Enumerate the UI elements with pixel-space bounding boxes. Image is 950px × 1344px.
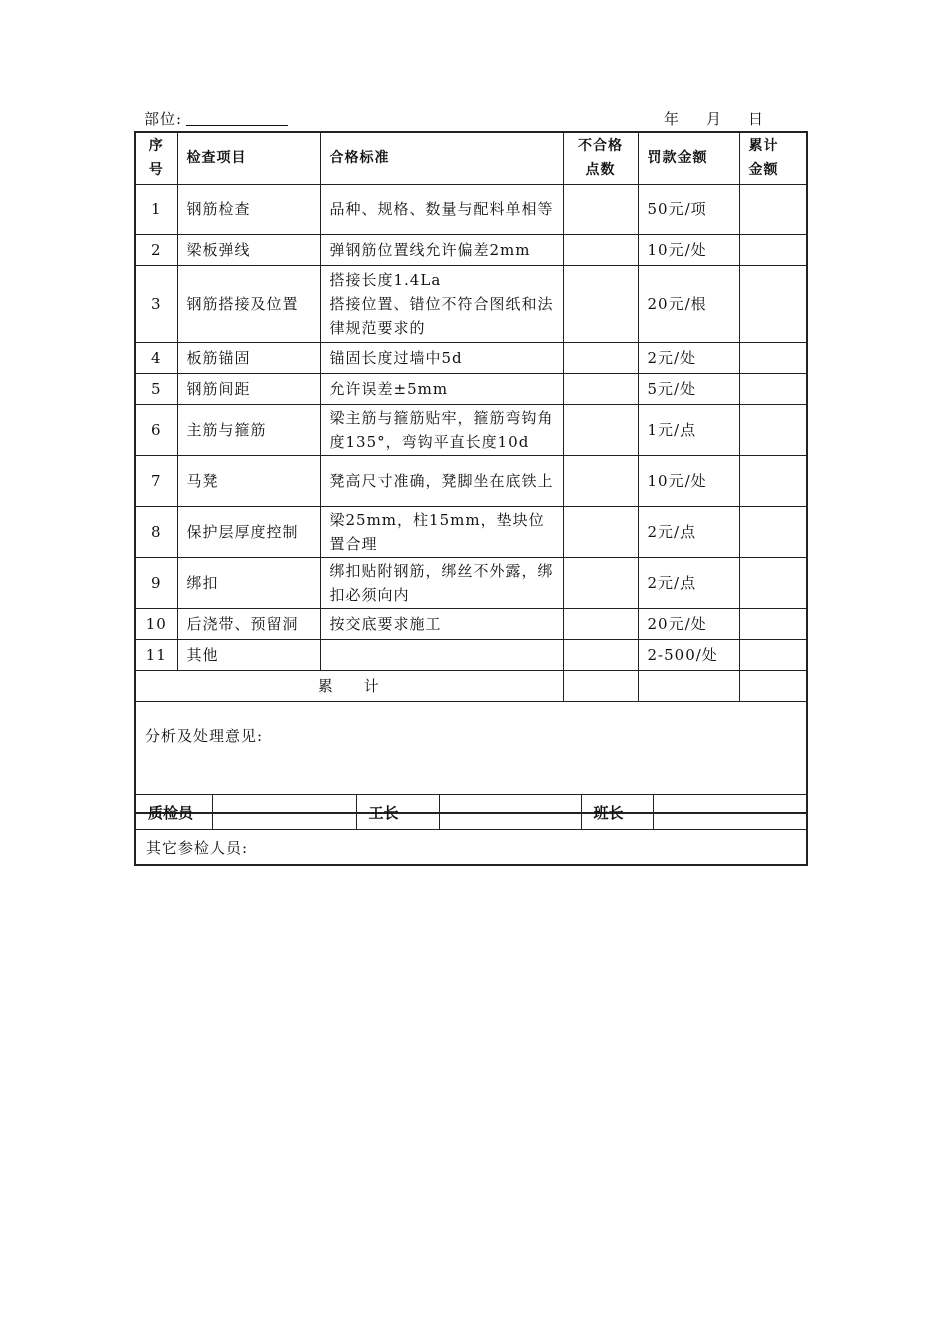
row-fail-count-cell[interactable] [563,342,638,373]
team-leader-label: 班长 [581,795,653,830]
row-item: 后浇带、预留洞 [177,608,320,639]
summary-label-a: 累 [317,676,335,695]
row-fine: 20元/根 [638,265,739,342]
table-row [135,265,807,342]
row-item: 主筋与箍筋 [177,404,320,455]
row-standard: 锚固长度过墙中5d [320,342,563,373]
row-fine: 50元/项 [638,184,739,234]
row-standard: 弹钢筋位置线允许偏差2mm [320,234,563,265]
others-cell[interactable] [135,830,807,866]
others-label: 其它参检人员: [146,838,249,857]
inspector-field[interactable] [212,795,356,830]
row-seq: 9 [135,557,177,608]
table-row [135,455,807,506]
row-fail-count-cell[interactable] [563,639,638,670]
row-standard: 按交底要求施工 [320,608,563,639]
row-seq: 5 [135,373,177,404]
location-field [144,108,288,129]
summary-label-b: 计 [363,676,381,695]
row-seq: 8 [135,506,177,557]
row-fine: 2元/点 [638,557,739,608]
opinion-label: 分析及处理意见: [145,726,264,745]
team-leader-field[interactable] [653,795,807,830]
row-item: 马凳 [177,455,320,506]
col-header-fine: 罚款金额 [638,132,739,184]
table-row [135,342,807,373]
row-item: 梁板弹线 [177,234,320,265]
table-row [135,373,807,404]
row-standard: 梁主筋与箍筋贴牢，箍筋弯钩角度135°，弯钩平直长度10d [320,404,563,455]
signature-row [135,795,807,830]
location-blank[interactable] [186,111,288,126]
row-total-cell[interactable] [739,639,807,670]
row-seq: 2 [135,234,177,265]
row-fail-count-cell[interactable] [563,506,638,557]
row-seq: 10 [135,608,177,639]
row-standard: 品种、规格、数量与配料单相等 [320,184,563,234]
row-seq: 4 [135,342,177,373]
summary-label [135,670,563,701]
row-item: 板筋锚固 [177,342,320,373]
row-total-cell[interactable] [739,184,807,234]
table-row [135,639,807,670]
foreman-field[interactable] [439,795,581,830]
row-seq: 7 [135,455,177,506]
row-total-cell[interactable] [739,557,807,608]
foreman-label: 工长 [356,795,439,830]
inspector-label: 质检员 [135,795,212,830]
row-item: 其他 [177,639,320,670]
row-fail-count-cell[interactable] [563,265,638,342]
row-fail-count-cell[interactable] [563,184,638,234]
row-total-cell[interactable] [739,455,807,506]
col-header-seq [135,132,177,184]
col-header-standard: 合格标准 [320,132,563,184]
table-header-row [135,132,807,184]
row-standard: 凳高尺寸准确，凳脚坐在底铁上 [320,455,563,506]
table-row [135,234,807,265]
summary-fail-count-cell[interactable] [563,670,638,701]
col-header-total [739,132,807,184]
row-fail-count-cell[interactable] [563,234,638,265]
row-item: 钢筋检查 [177,184,320,234]
row-seq: 6 [135,404,177,455]
row-standard: 绑扣贴附钢筋，绑丝不外露，绑扣必须向内 [320,557,563,608]
table-row [135,506,807,557]
summary-fine-cell[interactable] [638,670,739,701]
location-label: 部位: [144,110,183,128]
col-header-item: 检查项目 [177,132,320,184]
inspection-table [134,131,808,814]
row-total-cell[interactable] [739,373,807,404]
table-row [135,608,807,639]
table-row [135,557,807,608]
row-total-cell[interactable] [739,234,807,265]
row-item: 钢筋搭接及位置 [177,265,320,342]
summary-total-cell[interactable] [739,670,807,701]
row-seq: 1 [135,184,177,234]
row-fail-count-cell[interactable] [563,557,638,608]
table-row [135,404,807,455]
row-item: 绑扣 [177,557,320,608]
year-label: 年 [664,110,680,128]
row-fine: 2元/处 [638,342,739,373]
summary-row [135,670,807,701]
others-row [135,830,807,866]
row-fine: 2-500/处 [638,639,739,670]
row-total-cell[interactable] [739,342,807,373]
row-fail-count-cell[interactable] [563,373,638,404]
row-standard: 梁25mm，柱15mm，垫块位置合理 [320,506,563,557]
row-standard: 允许误差±5mm [320,373,563,404]
month-label: 月 [706,110,722,128]
row-fail-count-cell[interactable] [563,455,638,506]
signature-table [134,794,808,866]
col-header-fail-count [563,132,638,184]
row-fine: 20元/处 [638,608,739,639]
row-fine: 2元/点 [638,506,739,557]
col-header-seq-text: 序号 [148,138,164,179]
row-fail-count-cell[interactable] [563,608,638,639]
row-total-cell[interactable] [739,404,807,455]
col-header-fail-count-text: 不合格点数 [578,138,623,179]
table-body [135,184,807,670]
date-field [664,108,763,129]
row-total-cell[interactable] [739,265,807,342]
row-fine: 10元/处 [638,455,739,506]
row-total-cell[interactable] [739,506,807,557]
row-seq: 11 [135,639,177,670]
row-seq: 3 [135,265,177,342]
day-label: 日 [748,110,764,128]
row-item: 保护层厚度控制 [177,506,320,557]
row-fine: 5元/处 [638,373,739,404]
row-item: 钢筋间距 [177,373,320,404]
row-total-cell[interactable] [739,608,807,639]
col-header-total-text: 累计金额 [748,138,779,179]
row-fail-count-cell[interactable] [563,404,638,455]
row-standard [320,639,563,670]
row-fine: 1元/点 [638,404,739,455]
row-fine: 10元/处 [638,234,739,265]
row-standard: 搭接长度1.4La 搭接位置、错位不符合图纸和法律规范要求的 [320,265,563,342]
table-row [135,184,807,234]
